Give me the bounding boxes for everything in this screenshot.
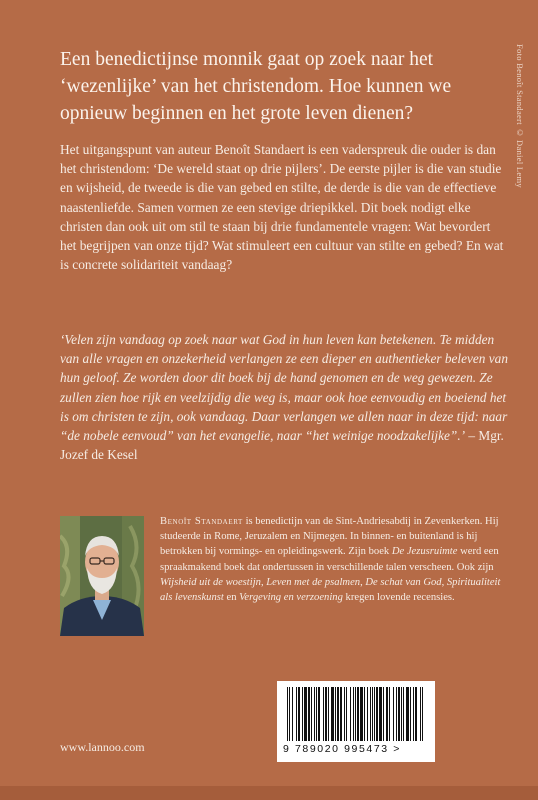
author-bio bbox=[160, 514, 510, 605]
barcode-bar bbox=[372, 687, 373, 741]
barcode-bar bbox=[398, 687, 400, 741]
barcode-bar bbox=[337, 687, 339, 741]
author-photo bbox=[60, 516, 144, 636]
bio-book-title: Leven met de psalmen bbox=[266, 576, 361, 588]
barcode-bar bbox=[386, 687, 388, 741]
barcode-bar bbox=[308, 687, 310, 741]
bio-separator: , bbox=[360, 576, 366, 588]
barcode-bar bbox=[311, 687, 312, 741]
barcode-bar bbox=[393, 687, 394, 741]
bio-separator: en bbox=[223, 592, 240, 604]
bio-text: kregen lovende recensies. bbox=[342, 592, 455, 604]
isbn-number: 9 789020 995473 > bbox=[283, 743, 401, 755]
barcode-bar bbox=[360, 687, 363, 741]
bio-separator: , bbox=[441, 576, 447, 588]
publisher-website: www.lannoo.com bbox=[60, 740, 145, 754]
barcode-bar bbox=[374, 687, 375, 741]
barcode-bar bbox=[318, 687, 320, 741]
blurb-text: Het uitgangspunt van auteur Benoît Standaert is een vaderspreuk die ouder is dan het christendom: ‘De wereld staat op drie pijlers’. De eerste pijler is die van studie en wijsheid, de tweede is die van gebed en stilte, de derde is die van de effectieve naastenliefde. Samen vormen ze een stevige driepikkel. Dit boek nodigt elke christen dan ook uit om stil te staan bij drie fundamentele vragen: Wat bevordert het begrijpen van onze tijd? Wat stimuleert een cultuur van stilte en gebed? En wat is concrete solidariteit vandaag? bbox=[60, 142, 504, 273]
barcode-bar bbox=[396, 687, 397, 741]
barcode-bar bbox=[379, 687, 382, 741]
barcode-bar bbox=[364, 687, 365, 741]
barcode-bar bbox=[422, 687, 423, 741]
barcode-bar bbox=[406, 687, 409, 741]
quote-text: ‘Velen zijn vandaag op zoek naar wat God in hun leven kan betekenen. Te midden van alle vragen en onzekerheid verlangen ze een dieper en authentieker beleven van hun geloof. Ze worden door dit boek bij de hand genomen en de weg gewezen. Ze zullen zien hoe rijk en veelzijdig die weg is, maar ook hoe eenvoudig en boeiend het is om christen te zijn, ook vandaag. Daar verlangen we allen naar in deze tijd: naar “de nobele eenvoud” van het evangelie, naar “het weinige noodzakelijke”.’ bbox=[60, 332, 508, 444]
bio-book-title: De Jezusruimte bbox=[391, 546, 458, 558]
barcode-bar bbox=[331, 687, 334, 741]
bio-author-name: Benoît Standaert bbox=[160, 516, 243, 527]
isbn-barcode bbox=[277, 681, 435, 762]
barcode-bar bbox=[401, 687, 402, 741]
barcode-bar bbox=[302, 687, 303, 741]
barcode-bar bbox=[413, 687, 414, 741]
barcode-bar bbox=[367, 687, 368, 741]
barcode-bar bbox=[357, 687, 359, 741]
endorsement-quote bbox=[60, 330, 510, 464]
bio-separator: , bbox=[260, 576, 267, 588]
barcode-bar bbox=[314, 687, 315, 741]
barcode-bar bbox=[376, 687, 378, 741]
barcode-bar bbox=[370, 687, 371, 741]
barcode-bars bbox=[285, 687, 427, 741]
barcode-bar bbox=[289, 687, 290, 741]
barcode-bar bbox=[296, 687, 297, 741]
barcode-bar bbox=[335, 687, 336, 741]
barcode-bar bbox=[304, 687, 307, 741]
headline: Een benedictijnse monnik gaat op zoek naar het ‘wezenlijke’ van het christendom. Hoe kunnen we opnieuw beginnen en het grote leven dienen? bbox=[60, 49, 452, 124]
bio-book-title: Vergeving en verzoening bbox=[239, 592, 343, 604]
barcode-bar bbox=[355, 687, 356, 741]
barcode-bar bbox=[389, 687, 390, 741]
bio-book-title: Spiritualiteit als levenskunst bbox=[160, 576, 501, 604]
bio-book-title: De schat van God bbox=[365, 576, 442, 588]
barcode-bar bbox=[323, 687, 324, 741]
cover-bottom-edge bbox=[0, 786, 538, 800]
barcode-bar bbox=[328, 687, 329, 741]
barcode-bar bbox=[287, 687, 288, 741]
barcode-bar bbox=[340, 687, 342, 741]
barcode-bar bbox=[420, 687, 421, 741]
author-portrait-image bbox=[60, 516, 144, 636]
barcode-bar bbox=[403, 687, 404, 741]
bio-text: werd een spraakmakend boek dat ondertussen in verschillende talen verscheen. Ook zijn bbox=[160, 546, 499, 573]
barcode-bar bbox=[383, 687, 384, 741]
barcode-bar bbox=[344, 687, 345, 741]
barcode-bar bbox=[298, 687, 300, 741]
barcode-bar bbox=[415, 687, 417, 741]
barcode-bar bbox=[292, 687, 293, 741]
photo-credit: Foto Benoît Standaert © Daniel Lemy bbox=[515, 44, 525, 188]
barcode-bar bbox=[353, 687, 354, 741]
barcode-bar bbox=[410, 687, 411, 741]
quote-attribution: – Mgr. Jozef de Kesel bbox=[60, 428, 504, 463]
bio-text: is benedictijn van de Sint-Andriesabdij in Zevenkerken. Hij studeerde in Rome, Jeruzalem en Nijmegen. In binnen- en buitenland is hij betrokken bij vormings- en opleidingswerk. Zijn boek bbox=[160, 516, 499, 558]
barcode-bar bbox=[325, 687, 327, 741]
barcode-bar bbox=[346, 687, 347, 741]
barcode-bar bbox=[316, 687, 317, 741]
bio-book-title: Wijsheid uit de woestijn bbox=[160, 576, 261, 588]
barcode-bar bbox=[350, 687, 351, 741]
